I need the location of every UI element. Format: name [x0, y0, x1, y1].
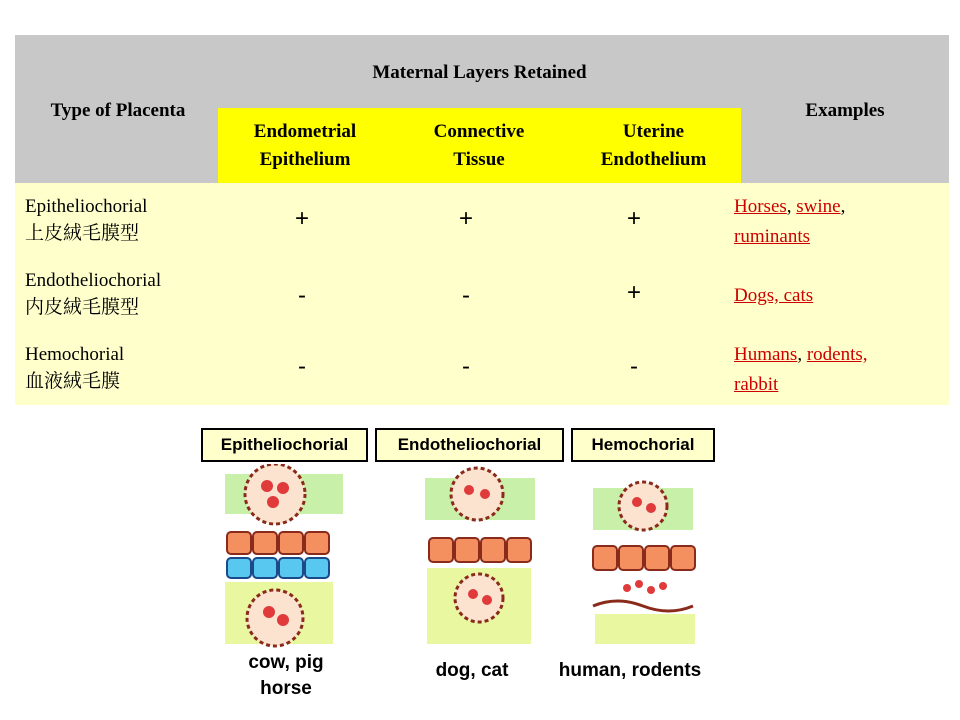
species-label-endotheliochorial: dog, cat — [435, 660, 509, 681]
row-name: Endotheliochorial — [25, 270, 162, 291]
placenta-illustration — [197, 420, 717, 700]
header-examples: Examples — [805, 100, 885, 121]
cell-sign: + — [458, 205, 473, 232]
placenta-table — [15, 35, 949, 405]
example-link-rodents[interactable]: rodents, — [806, 344, 868, 365]
cell-sign: + — [294, 205, 309, 232]
row-name: Epitheliochorial — [25, 196, 148, 217]
endotheliochorial-drawing — [425, 468, 535, 644]
cell-sign: - — [630, 353, 638, 380]
species-label-hemochorial: human, rodents — [558, 660, 702, 681]
header-type-of-placenta: Type of Placenta — [50, 100, 186, 121]
subheader-uterine-endothelium — [566, 118, 741, 174]
subheader-line: Uterine — [622, 121, 685, 142]
example-link-swine[interactable]: swine — [796, 196, 841, 217]
illustration-label-epitheliochorial: Epitheliochorial — [201, 428, 368, 462]
examples-cell — [734, 192, 946, 252]
species-line: cow, pig — [248, 652, 324, 673]
epitheliochorial-drawing — [225, 464, 343, 646]
cell-sign: - — [298, 353, 306, 380]
species-label-epitheliochorial — [211, 650, 361, 702]
cell-sign: + — [626, 205, 641, 232]
cell-sign: - — [298, 282, 306, 309]
example-link-dogs-cats[interactable]: Dogs, cats — [734, 285, 814, 306]
cell-sign: + — [626, 279, 641, 306]
subheader-line: Tissue — [453, 149, 505, 170]
row-label-hemochorial — [25, 341, 124, 395]
example-link-rabbit[interactable]: rabbit — [734, 374, 779, 395]
row-label-epitheliochorial — [25, 193, 147, 247]
cell-sign: - — [462, 353, 470, 380]
subheader-line: Connective — [433, 121, 525, 142]
subheader-connective-tissue — [392, 118, 566, 174]
row-name-jp: 内皮絨毛膜型 — [25, 297, 140, 318]
species-line: horse — [260, 678, 312, 699]
subheader-endometrial-epithelium — [218, 118, 392, 174]
example-link-humans[interactable]: Humans — [734, 344, 798, 365]
row-label-endotheliochorial — [25, 267, 161, 321]
example-separator: , — [797, 344, 807, 365]
row-name-jp: 上皮絨毛膜型 — [25, 223, 140, 244]
example-link-ruminants[interactable]: ruminants — [734, 226, 810, 247]
example-separator: , — [840, 196, 846, 217]
header-maternal-layers: Maternal Layers Retained — [372, 62, 587, 83]
illustration-label-hemochorial: Hemochorial — [571, 428, 715, 462]
subheader-line: Epithelium — [259, 149, 351, 170]
examples-cell — [734, 281, 946, 311]
hemochorial-drawing — [593, 482, 695, 644]
row-name: Hemochorial — [25, 344, 125, 365]
example-separator: , — [786, 196, 797, 217]
example-link-horses[interactable]: Horses — [734, 196, 787, 217]
cell-sign: - — [462, 282, 470, 309]
subheader-line: Endometrial — [253, 121, 357, 142]
subheader-line: Endothelium — [600, 149, 707, 170]
illustration-label-endotheliochorial: Endotheliochorial — [375, 428, 564, 462]
row-name-jp: 血液絨毛膜 — [25, 371, 121, 392]
examples-cell — [734, 340, 946, 400]
